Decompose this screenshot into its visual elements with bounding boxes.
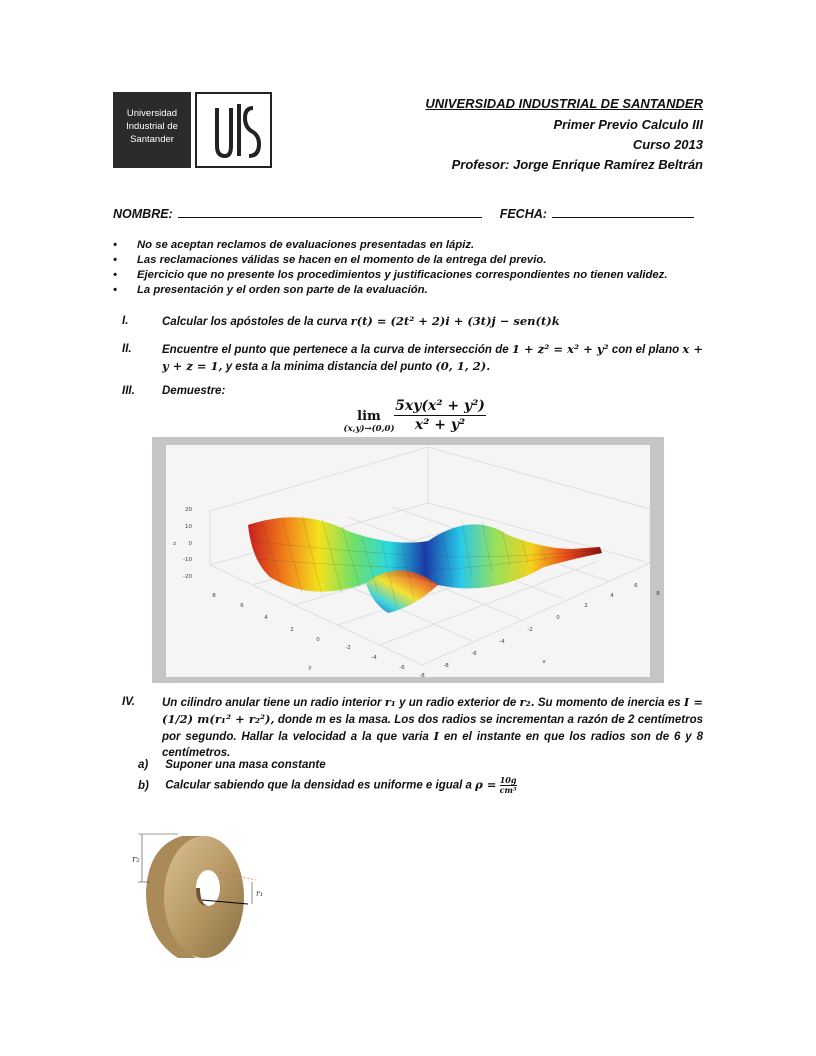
question-1 [122, 313, 712, 331]
z-tick: -20 [183, 574, 192, 580]
svg-text:-4: -4 [371, 655, 377, 661]
exam-rules [113, 238, 713, 298]
rule-item: • No se aceptan reclamos de evaluaciones presentadas en lápiz. [113, 239, 475, 251]
question-number: II. [122, 343, 132, 355]
z-tick: 0 [188, 541, 192, 547]
university-logo-text [113, 92, 191, 168]
svg-text:6: 6 [240, 603, 244, 609]
subquestion-b [138, 776, 517, 795]
rule-item: • Las reclamaciones válidas se hacen en el momento de la entrega del previo. [113, 254, 547, 266]
rule-item: • La presentación y el orden son parte de la evaluación. [113, 284, 428, 296]
svg-text:6: 6 [634, 583, 638, 589]
svg-text:0: 0 [316, 637, 320, 643]
question-number: I. [122, 315, 129, 327]
name-label: NOMBRE: [113, 207, 173, 221]
bullet-icon: • [113, 254, 117, 266]
z-tick: 10 [185, 524, 192, 530]
curve-formula: r(t) = (2t² + 2)i + (3t)j − sen(t)k [350, 314, 560, 328]
inner-radius-label: r₁ [256, 889, 264, 898]
svg-text:x: x [542, 659, 546, 665]
student-form [113, 207, 694, 221]
surface-plot-image [152, 437, 664, 683]
svg-text:-2: -2 [345, 645, 351, 651]
annular-cylinder-image [130, 822, 275, 964]
question-text: Calcular los apóstoles de la curva [162, 316, 348, 328]
name-blank[interactable] [178, 217, 482, 218]
svg-text:4: 4 [264, 615, 268, 621]
sub-label: a) [138, 759, 149, 771]
lim-subscript: (x,y)→(0,0) [343, 424, 395, 434]
z-tick: 20 [185, 507, 192, 513]
course-year: Curso 2013 [632, 137, 703, 152]
question-number: IV. [122, 696, 136, 708]
logo-line-3: Santander [130, 134, 174, 145]
z-axis-label: z [173, 541, 176, 547]
date-blank[interactable] [552, 217, 694, 218]
uis-logo-mark [195, 92, 272, 168]
svg-text:4: 4 [610, 593, 614, 599]
sub-text: Suponer una masa constante [165, 759, 326, 771]
university-name: UNIVERSIDAD INDUSTRIAL DE SANTANDER [425, 96, 703, 111]
exam-title: Primer Previo Calculo III [553, 117, 703, 132]
logo-line-2: Industrial de [126, 121, 178, 132]
question-2: II. Encuentre el punto que pertenece a la curva de intersección de 1 + z² = x² + y² con el plano x + y + z = 1, y esta a la minima distancia del punto (0, 1, 2). [122, 342, 704, 373]
limit-expression [336, 397, 496, 437]
svg-text:8: 8 [656, 591, 660, 597]
question-text: Demuestre: [162, 385, 226, 397]
question-number: III. [122, 385, 135, 397]
svg-text:0: 0 [556, 615, 560, 621]
question-4: IV. Un cilindro anular tiene un radio interior r₁ y un radio exterior de r₂. Su momento de inercia es I = (1/2) m(r₁² + r₂²), donde m es la masa. Los dos radios se incrementan a razón de 2 centímetros por segundo. Hallar la velocidad a la que varia I en el instante en que los radios son de 6 y 8 centímetros. [122, 695, 703, 759]
svg-text:-8: -8 [419, 673, 425, 679]
svg-text:-2: -2 [527, 627, 533, 633]
bullet-icon: • [113, 239, 117, 251]
svg-text:-6: -6 [399, 665, 405, 671]
svg-text:-4: -4 [499, 639, 505, 645]
lim-word: lim [357, 409, 381, 424]
subquestion-a [138, 759, 326, 771]
professor-name: Profesor: Jorge Enrique Ramírez Beltrán [451, 157, 703, 172]
fraction-numerator: 5xy(x² + y²) [395, 398, 485, 414]
z-tick: -10 [183, 557, 192, 563]
density-fraction: $\frac{10g}{\text{cm³}}$ [499, 775, 517, 795]
svg-text:8: 8 [212, 593, 216, 599]
svg-text:y: y [308, 665, 312, 671]
svg-text:2: 2 [584, 603, 588, 609]
svg-text:-6: -6 [471, 651, 477, 657]
svg-text:2: 2 [290, 627, 294, 633]
svg-text:-8: -8 [443, 663, 449, 669]
date-label: FECHA: [499, 207, 547, 221]
sub-text: Calcular sabiendo que la densidad es uniforme e igual a [165, 779, 472, 792]
bullet-icon: • [113, 284, 117, 296]
sub-label: b) [138, 779, 149, 792]
rule-item: • Ejercicio que no presente los procedimientos y justificaciones correspondientes no tienen validez. [113, 269, 668, 281]
fraction-denominator: x² + y² [414, 417, 466, 433]
bullet-icon: • [113, 269, 117, 281]
logo-line-1: Universidad [126, 108, 178, 119]
density-symbol: ρ = [475, 777, 497, 792]
outer-radius-label: r₂ [132, 855, 140, 865]
